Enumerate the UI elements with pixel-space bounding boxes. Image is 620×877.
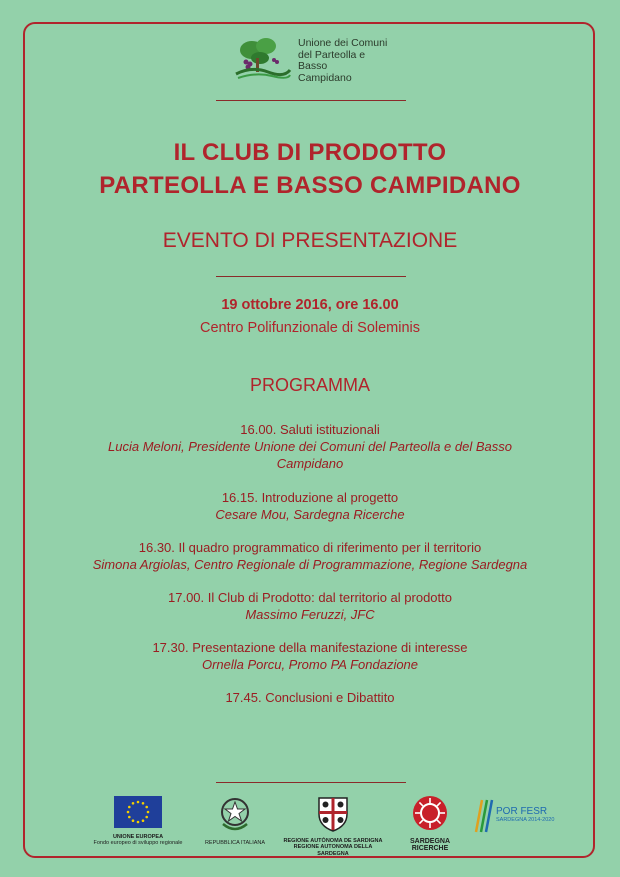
org-line-1: Unione dei Comuni <box>298 37 388 49</box>
org-line-4: Campidano <box>298 71 352 84</box>
program-item-title: 17.45. Conclusioni e Dibattito <box>225 690 395 705</box>
program-item-speaker: Massimo Feruzzi, JFC <box>245 607 375 622</box>
italy-emblem-icon <box>215 794 255 834</box>
title-divider <box>216 276 406 277</box>
por-fesr-logo-icon <box>474 796 494 834</box>
unione-comuni-name <box>298 38 387 84</box>
event-date: 19 ottobre 2016, ore 16.00 <box>221 297 399 313</box>
sardegna-caption-1: REGIONE AUTÒNOMA DE SARDIGNA <box>283 837 383 844</box>
program-item-title: 17.00. Il Club di Prodotto: dal territorio al prodotto <box>168 590 452 605</box>
program-item <box>0 639 620 673</box>
italy-logo <box>200 794 270 846</box>
program-item-title: 17.30. Presentazione della manifestazione di interesse <box>152 640 468 655</box>
program-item-speaker: Simona Argiolas, Centro Regionale di Programmazione, Regione Sardegna <box>92 557 528 572</box>
por-fesr-sub-caption: SARDEGNA 2014-2020 <box>496 817 555 823</box>
eu-caption: UNIONE EUROPEA <box>112 833 164 840</box>
program-item-speaker: Lucia Meloni, Presidente Unione dei Comuni del Parteolla e del Basso <box>108 439 512 454</box>
unione-comuni-logo <box>232 34 412 94</box>
sardegna-ricerche-sun-icon <box>411 794 449 832</box>
program-heading: PROGRAMMA <box>249 375 370 395</box>
event-subtitle: EVENTO DI PRESENTAZIONE <box>162 229 458 252</box>
program-item-title: 16.30. Il quadro programmatico di riferimento per il territorio <box>138 540 482 555</box>
program-item <box>0 589 620 623</box>
eu-flag-icon <box>114 796 162 828</box>
por-fesr-logo <box>474 796 564 834</box>
program-item-speaker: Cesare Mou, Sardegna Ricerche <box>215 507 405 522</box>
sardegna-coat-of-arms-icon <box>316 794 350 832</box>
title-line-2: PARTEOLLA E BASSO CAMPIDANO <box>99 172 521 199</box>
footer-divider <box>216 782 406 783</box>
ricerche-caption-1: SARDEGNA <box>409 837 451 845</box>
italy-caption: REPUBBLICA ITALIANA <box>204 839 266 846</box>
footer-logos <box>0 790 620 857</box>
title-line-1: IL CLUB DI PRODOTTO <box>173 139 447 166</box>
program-item-title: 16.00. Saluti istituzionali <box>240 422 380 437</box>
program-item <box>0 539 620 573</box>
program-item <box>0 421 620 472</box>
program-item-speaker-cont: Campidano <box>276 456 344 471</box>
eu-logo <box>88 796 188 847</box>
por-fesr-caption: POR FESR <box>496 806 548 817</box>
unione-comuni-logo-icon <box>232 34 292 80</box>
eu-sub-caption: Fondo europeo di sviluppo regionale <box>93 840 183 846</box>
event-place: Centro Polifunzionale di Soleminis <box>199 320 421 336</box>
program-item <box>0 489 620 523</box>
org-line-3: Basso <box>298 60 328 72</box>
ricerche-caption-2: RICERCHE <box>411 844 449 852</box>
sardegna-caption-2: REGIONE AUTONOMA DELLA SARDEGNA <box>293 844 373 857</box>
program-item-title: 16.15. Introduzione al progetto <box>221 490 399 505</box>
program-item-speaker: Ornella Porcu, Promo PA Fondazione <box>201 657 419 672</box>
program-item <box>0 689 620 706</box>
org-line-2: del Parteolla e <box>298 48 366 61</box>
sardegna-logo <box>278 794 388 857</box>
header-divider <box>216 100 406 101</box>
sardegna-ricerche-logo <box>400 794 460 852</box>
